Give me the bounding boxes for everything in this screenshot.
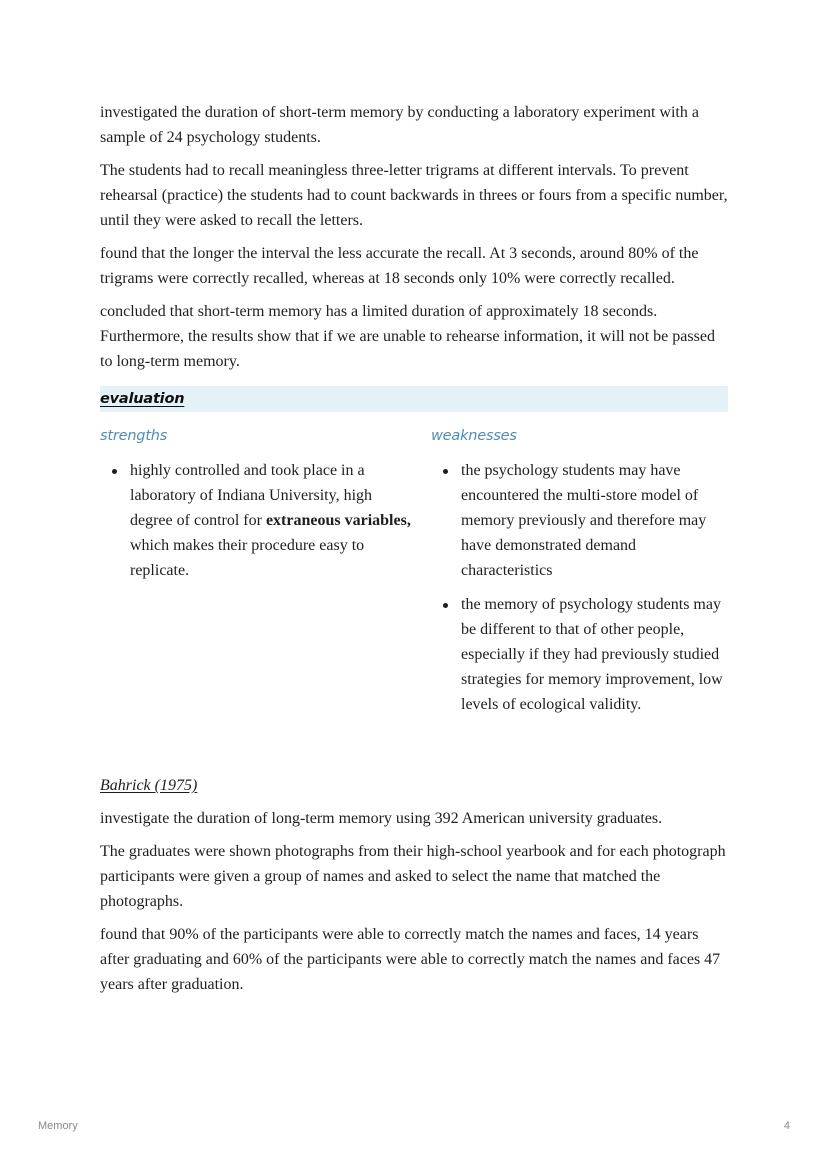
strength-text-after: which makes their procedure easy to replicate.: [130, 537, 365, 579]
strengths-column: [100, 428, 414, 726]
bahrick-findings-paragraph: found that 90% of the participants were able to correctly match the names and faces, 14 years after graduating and 60% of the participants were able to correctly match the names and faces 47 years after graduation.: [100, 926, 721, 993]
strength-text-bold: extraneous variables,: [265, 512, 411, 529]
bullet-icon: [443, 469, 448, 474]
evaluation-header-bar: [100, 386, 728, 412]
weakness-item: [431, 458, 728, 583]
footer-document-title: Memory: [38, 1120, 78, 1132]
bahrick-procedure-paragraph: The graduates were shown photographs from their high-school yearbook and for each photograph participants were given a group of names and asked to select the name that matched the photographs.: [100, 843, 726, 910]
weakness-item: [431, 592, 728, 717]
conclusion-paragraph: concluded that short-term memory has a limited duration of approximately 18 seconds. Furthermore, the results show that if we are unable to rehearse information, it will not be passed to long-term memory.: [100, 303, 715, 370]
aim-paragraph: investigated the duration of short-term memory by conducting a laboratory experiment with a sample of 24 psychology students.: [100, 104, 699, 146]
bahrick-title: Bahrick (1975): [100, 777, 198, 794]
strengths-heading: strengths: [100, 428, 168, 444]
bullet-icon: [443, 603, 448, 608]
bahrick-study-section: [100, 773, 728, 997]
weakness-text: the memory of psychology students may be different to that of other people, especially if they had previously studied strategies for memory improvement, low levels of ecological validity.: [461, 596, 723, 713]
procedure-paragraph: The students had to recall meaningless three-letter trigrams at different intervals. To prevent rehearsal (practice) the students had to count backwards in threes or fours from a specific number, until they were asked to recall the letters.: [100, 162, 728, 229]
bahrick-aim-paragraph: investigate the duration of long-term memory using 392 American university graduates.: [100, 810, 663, 827]
weaknesses-column: [431, 428, 728, 726]
footer-page-number: 4: [783, 1120, 790, 1132]
strength-item: [100, 458, 414, 583]
bullet-icon: [112, 469, 117, 474]
findings-paragraph: found that the longer the interval the less accurate the recall. At 3 seconds, around 80% of the trigrams were correctly recalled, whereas at 18 seconds only 10% were correctly recalled.: [100, 245, 699, 287]
strength-text-before: highly controlled and took place in a laboratory of Indiana University, high degree of control for: [130, 462, 373, 529]
page-content: [100, 100, 728, 1005]
evaluation-title: evaluation: [100, 391, 185, 407]
strengths-list: [100, 458, 414, 583]
weakness-text: the psychology students may have encountered the multi-store model of memory previously and therefore may have demonstrated demand characteristics: [461, 462, 707, 579]
peterson-study-section: [100, 100, 728, 374]
evaluation-columns: [100, 428, 728, 726]
weaknesses-heading: weaknesses: [431, 428, 517, 444]
weaknesses-list: [431, 458, 728, 717]
